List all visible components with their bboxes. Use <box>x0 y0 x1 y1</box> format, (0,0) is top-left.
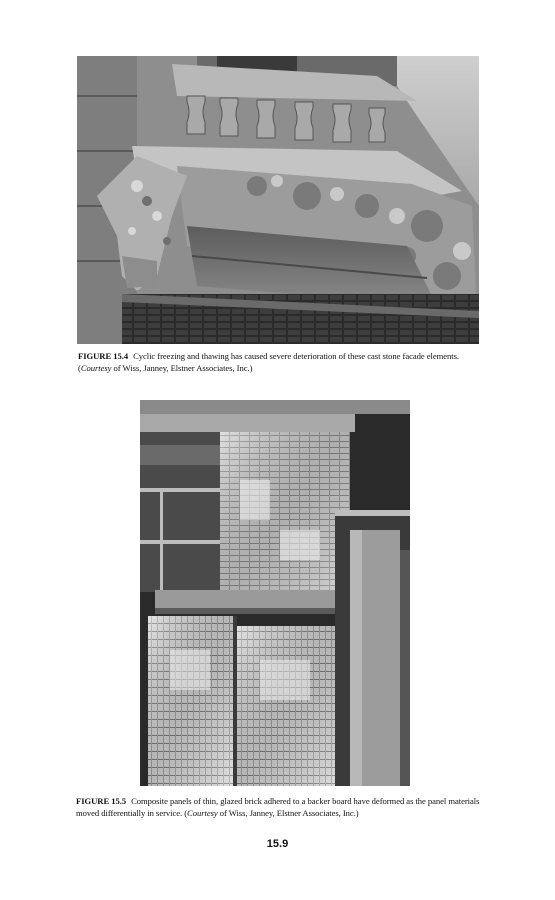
caption-courtesy: Courtesy <box>80 362 112 373</box>
deteriorated-cast-stone-balcony-image <box>77 56 479 344</box>
figure-15-5-caption <box>76 796 488 819</box>
figure-number: FIGURE 15.4 <box>78 351 129 361</box>
deformed-glazed-brick-panels-image <box>140 400 410 786</box>
caption-credit: of Wiss, Janney, Elstner Associates, Inc.) <box>111 362 253 373</box>
caption-courtesy: Courtesy <box>187 807 218 818</box>
caption-credit: of Wiss, Janney, Elstner Associates, Inc.) <box>217 807 359 818</box>
figure-15-4-photo <box>77 56 479 344</box>
figure-15-5-photo <box>140 400 410 786</box>
figure-number: FIGURE 15.5 <box>76 796 127 806</box>
caption-text: Composite panels of thin, glazed brick adhered to a backer board have deformed as the panel materials moved differentially in service. ( <box>76 796 480 818</box>
page-number: 15.9 <box>266 838 289 850</box>
caption-text: Cyclic freezing and thawing has caused severe deterioration of these cast stone facade elements. ( <box>78 351 459 373</box>
figure-15-4-caption <box>78 351 484 374</box>
